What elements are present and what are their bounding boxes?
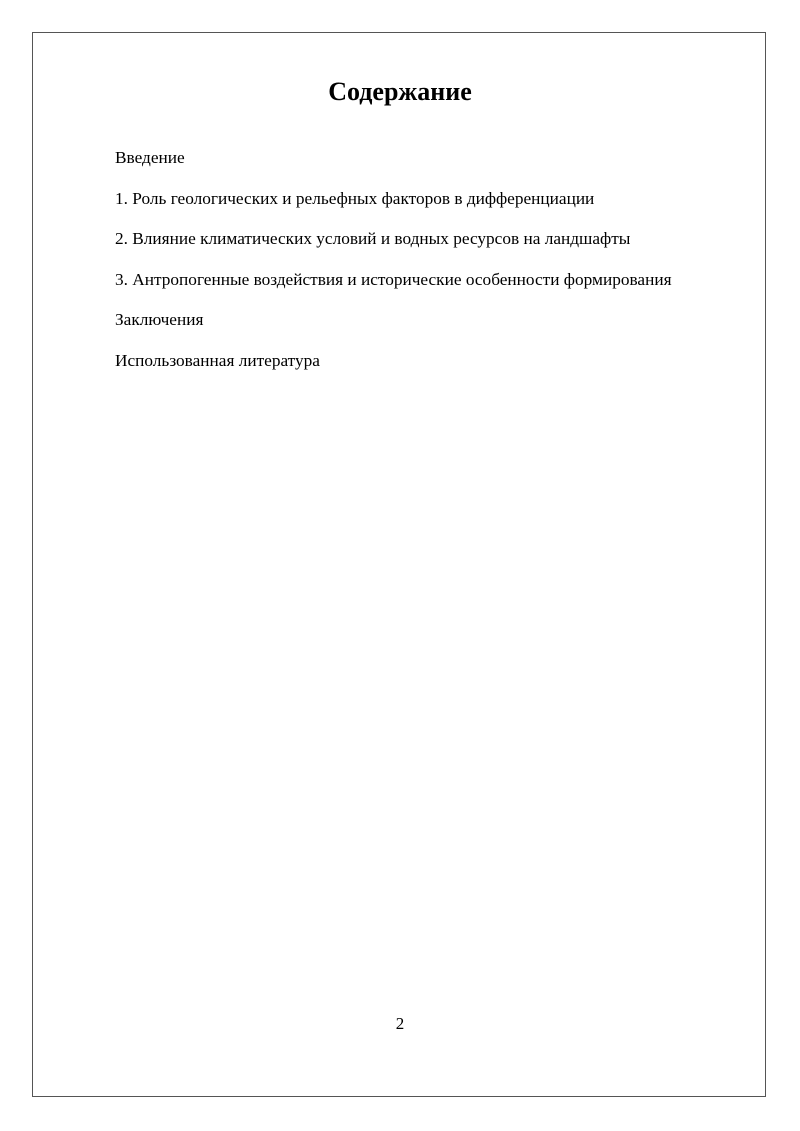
toc-item-chapter-2: 2. Влияние климатических условий и водных ресурсов на ландшафты [115, 229, 631, 249]
toc-item-chapter-3: 3. Антропогенные воздействия и исторические особенности формирования [115, 269, 672, 289]
page-number: 2 [395, 1014, 405, 1033]
toc-item-chapter-1: 1. Роль геологических и рельефных факторов в дифференциации [115, 188, 595, 208]
toc-item-introduction: Введение [115, 148, 185, 167]
toc-item-references: Использованная литература [115, 350, 320, 370]
page-title: Содержание [328, 77, 472, 106]
toc-item-conclusion: Заключения [115, 310, 204, 330]
table-of-contents [115, 147, 672, 391]
